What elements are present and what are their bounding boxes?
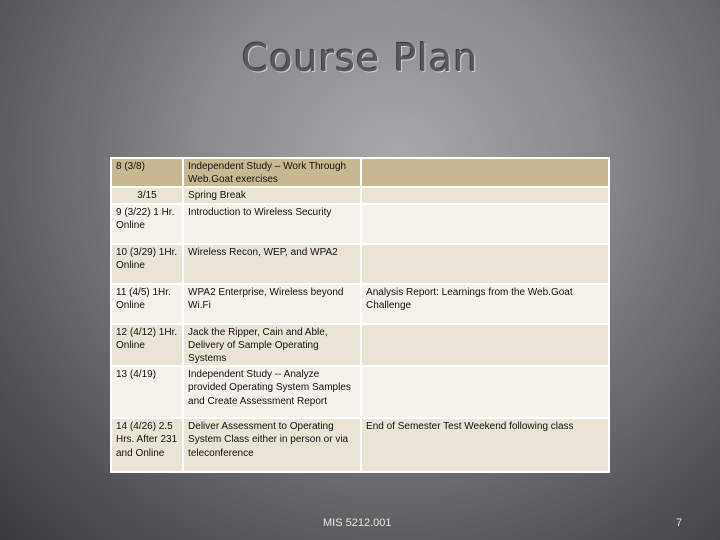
assignment-cell: Analysis Report: Learnings from the Web.Goat Challenge (361, 284, 609, 324)
table-row (111, 418, 609, 472)
assignment-cell (361, 244, 609, 284)
topic-cell: Independent Study – Work Through Web.Goat exercises (183, 158, 361, 187)
table-row (111, 187, 609, 203)
course-plan-table (110, 157, 610, 473)
page-number: 7 (676, 517, 683, 529)
topic-cell: Deliver Assessment to Operating System Class either in person or via teleconference (183, 418, 361, 472)
topic-cell: Spring Break (183, 187, 361, 203)
table-row (111, 204, 609, 244)
week-cell: 14 (4/26) 2.5 Hrs. After 231 and Online (111, 418, 183, 472)
table-row (111, 158, 609, 187)
week-cell: 10 (3/29) 1Hr. Online (111, 244, 183, 284)
footer-course-label: MIS 5212.001 (323, 517, 392, 529)
topic-cell: Jack the Ripper, Cain and Able, Delivery of Sample Operating Systems (183, 324, 361, 367)
week-cell: 12 (4/12) 1Hr. Online (111, 324, 183, 367)
assignment-cell (361, 324, 609, 367)
assignment-cell: End of Semester Test Weekend following class (361, 418, 609, 472)
topic-cell: WPA2 Enterprise, Wireless beyond Wi.Fi (183, 284, 361, 324)
week-cell: 8 (3/8) (111, 158, 183, 187)
assignment-cell (361, 187, 609, 203)
table-row (111, 244, 609, 284)
week-cell: 11 (4/5) 1Hr. Online (111, 284, 183, 324)
topic-cell: Independent Study -- Analyze provided Operating System Samples and Create Assessment Report (183, 366, 361, 418)
week-cell: 13 (4/19) (111, 366, 183, 418)
week-cell: 9 (3/22) 1 Hr. Online (111, 204, 183, 244)
assignment-cell (361, 204, 609, 244)
topic-cell: Introduction to Wireless Security (183, 204, 361, 244)
slide-title: Course Plan (241, 36, 479, 80)
week-cell: 3/15 (111, 187, 183, 203)
table-row (111, 366, 609, 418)
assignment-cell (361, 366, 609, 418)
topic-cell: Wireless Recon, WEP, and WPA2 (183, 244, 361, 284)
table-row (111, 284, 609, 324)
table-row (111, 324, 609, 367)
assignment-cell (361, 158, 609, 187)
